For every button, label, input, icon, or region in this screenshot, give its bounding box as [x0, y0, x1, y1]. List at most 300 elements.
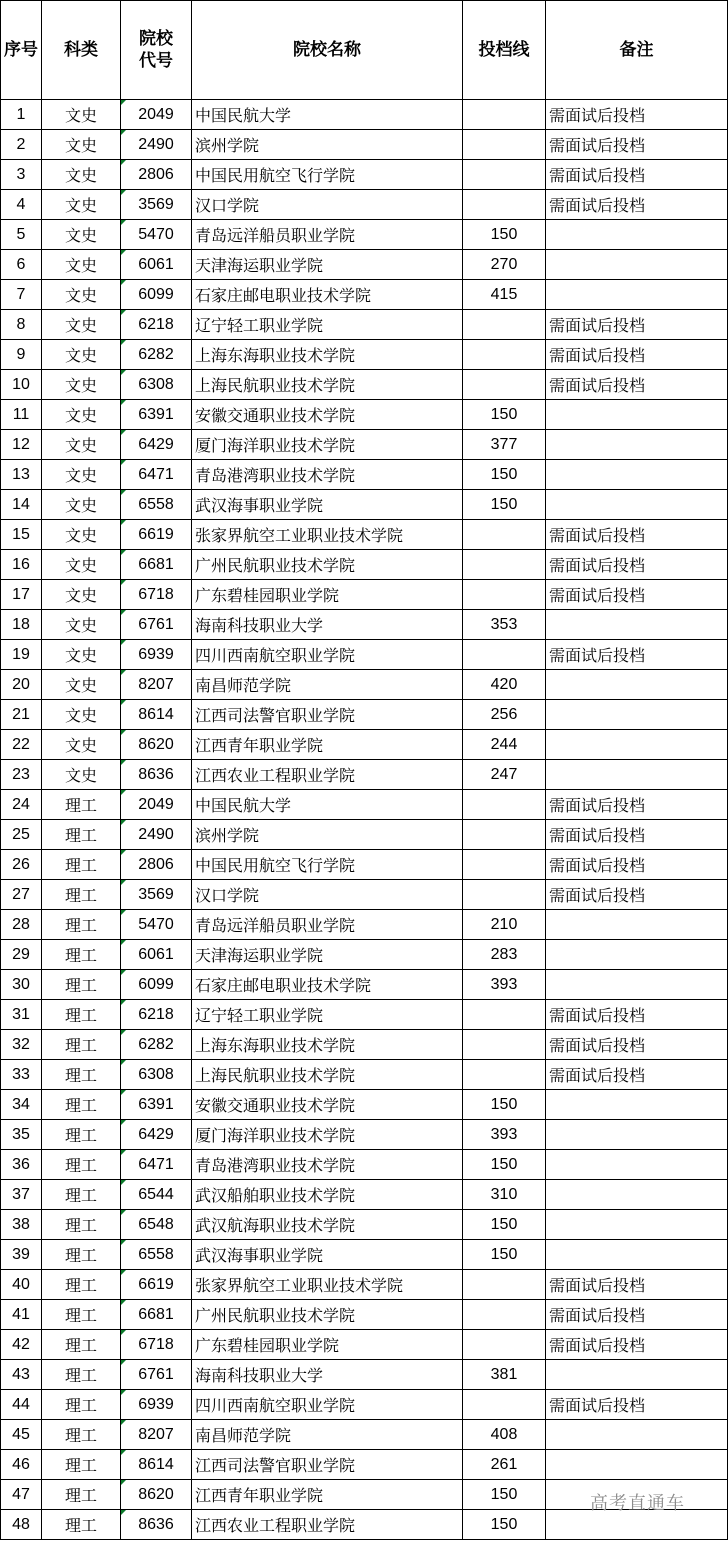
- watermark-text: 高考直通车: [590, 1493, 685, 1514]
- cell-code: 5470: [121, 910, 192, 940]
- table-row: [1, 1330, 728, 1360]
- cell-line: 150: [463, 1240, 546, 1270]
- cell-note: [546, 940, 728, 970]
- table-row: [1, 700, 728, 730]
- cell-seq: 20: [1, 670, 42, 700]
- cell-category: 文史: [42, 760, 121, 790]
- cell-note: [546, 970, 728, 1000]
- cell-category: 文史: [42, 100, 121, 130]
- cell-category: 理工: [42, 970, 121, 1000]
- cell-seq: 28: [1, 910, 42, 940]
- cell-note: [546, 490, 728, 520]
- header-note: 备注: [546, 1, 728, 100]
- cell-note: [546, 760, 728, 790]
- cell-category: 理工: [42, 1330, 121, 1360]
- cell-name: 中国民航大学: [192, 790, 463, 820]
- cell-line: 261: [463, 1450, 546, 1480]
- cell-line: [463, 370, 546, 400]
- cell-code: 6391: [121, 400, 192, 430]
- cell-note: 需面试后投档: [546, 790, 728, 820]
- cell-name: 张家界航空工业职业技术学院: [192, 1270, 463, 1300]
- cell-code: 6761: [121, 610, 192, 640]
- header-code: [121, 1, 192, 100]
- cell-name: 武汉船舶职业技术学院: [192, 1180, 463, 1210]
- table-row: [1, 550, 728, 580]
- cell-code: 6429: [121, 430, 192, 460]
- cell-note: [546, 910, 728, 940]
- cell-name: 广东碧桂园职业学院: [192, 580, 463, 610]
- cell-note: 需面试后投档: [546, 190, 728, 220]
- table-row: [1, 190, 728, 220]
- cell-category: 文史: [42, 220, 121, 250]
- table-row: [1, 220, 728, 250]
- cell-line: 377: [463, 430, 546, 460]
- cell-name: 南昌师范学院: [192, 670, 463, 700]
- cell-seq: 42: [1, 1330, 42, 1360]
- cell-category: 理工: [42, 1090, 121, 1120]
- cell-code: 6619: [121, 520, 192, 550]
- cell-note: [546, 460, 728, 490]
- cell-seq: 33: [1, 1060, 42, 1090]
- cell-note: 需面试后投档: [546, 880, 728, 910]
- cell-code: 6558: [121, 1240, 192, 1270]
- cell-category: 理工: [42, 1360, 121, 1390]
- cell-category: 理工: [42, 1210, 121, 1240]
- cell-note: [546, 1150, 728, 1180]
- cell-line: [463, 1030, 546, 1060]
- cell-note: 需面试后投档: [546, 580, 728, 610]
- cell-category: 理工: [42, 910, 121, 940]
- cell-category: 理工: [42, 1390, 121, 1420]
- cell-line: [463, 640, 546, 670]
- cell-category: 文史: [42, 340, 121, 370]
- cell-category: 文史: [42, 370, 121, 400]
- header-name: 院校名称: [192, 1, 463, 100]
- cell-seq: 12: [1, 430, 42, 460]
- cell-name: 天津海运职业学院: [192, 940, 463, 970]
- cell-seq: 41: [1, 1300, 42, 1330]
- cell-category: 文史: [42, 310, 121, 340]
- cell-seq: 43: [1, 1360, 42, 1390]
- cell-name: 青岛港湾职业技术学院: [192, 460, 463, 490]
- cell-note: 需面试后投档: [546, 100, 728, 130]
- cell-name: 青岛远洋船员职业学院: [192, 910, 463, 940]
- cell-code: 6099: [121, 280, 192, 310]
- cell-line: [463, 1330, 546, 1360]
- cell-seq: 29: [1, 940, 42, 970]
- cell-code: 6218: [121, 1000, 192, 1030]
- cell-line: 353: [463, 610, 546, 640]
- table-row: [1, 1270, 728, 1300]
- cell-note: 需面试后投档: [546, 1270, 728, 1300]
- cell-category: 文史: [42, 490, 121, 520]
- cell-code: 6939: [121, 640, 192, 670]
- cell-category: 文史: [42, 160, 121, 190]
- cell-name: 厦门海洋职业技术学院: [192, 430, 463, 460]
- cell-code: 6718: [121, 580, 192, 610]
- cell-category: 文史: [42, 460, 121, 490]
- cell-line: [463, 580, 546, 610]
- cell-note: 需面试后投档: [546, 310, 728, 340]
- cell-line: 283: [463, 940, 546, 970]
- cell-name: 四川西南航空职业学院: [192, 1390, 463, 1420]
- cell-line: [463, 310, 546, 340]
- cell-seq: 27: [1, 880, 42, 910]
- cell-note: 需面试后投档: [546, 640, 728, 670]
- cell-name: 青岛港湾职业技术学院: [192, 1150, 463, 1180]
- cell-name: 辽宁轻工职业学院: [192, 1000, 463, 1030]
- cell-seq: 10: [1, 370, 42, 400]
- cell-seq: 46: [1, 1450, 42, 1480]
- cell-seq: 34: [1, 1090, 42, 1120]
- cell-seq: 48: [1, 1510, 42, 1540]
- cell-category: 文史: [42, 190, 121, 220]
- cell-seq: 22: [1, 730, 42, 760]
- cell-category: 理工: [42, 1150, 121, 1180]
- table-row: [1, 880, 728, 910]
- cell-code: 6391: [121, 1090, 192, 1120]
- cell-code: 8207: [121, 670, 192, 700]
- cell-name: 四川西南航空职业学院: [192, 640, 463, 670]
- cell-category: 理工: [42, 1120, 121, 1150]
- cell-note: [546, 280, 728, 310]
- cell-category: 文史: [42, 640, 121, 670]
- cell-code: 6061: [121, 940, 192, 970]
- cell-category: 理工: [42, 790, 121, 820]
- table-row: [1, 310, 728, 340]
- table-row: [1, 1450, 728, 1480]
- cell-code: 2806: [121, 160, 192, 190]
- cell-seq: 17: [1, 580, 42, 610]
- cell-line: 270: [463, 250, 546, 280]
- cell-category: 理工: [42, 1480, 121, 1510]
- cell-name: 江西司法警官职业学院: [192, 1450, 463, 1480]
- cell-line: 420: [463, 670, 546, 700]
- cell-name: 上海东海职业技术学院: [192, 340, 463, 370]
- cell-note: [546, 250, 728, 280]
- table-row: [1, 1030, 728, 1060]
- table-row: [1, 1000, 728, 1030]
- cell-seq: 19: [1, 640, 42, 670]
- table-row: [1, 430, 728, 460]
- cell-category: 理工: [42, 1420, 121, 1450]
- cell-category: 文史: [42, 400, 121, 430]
- cell-code: 2049: [121, 100, 192, 130]
- cell-name: 广州民航职业技术学院: [192, 1300, 463, 1330]
- cell-category: 文史: [42, 130, 121, 160]
- cell-note: 需面试后投档: [546, 550, 728, 580]
- cell-note: [546, 1240, 728, 1270]
- cell-line: 381: [463, 1360, 546, 1390]
- cell-name: 辽宁轻工职业学院: [192, 310, 463, 340]
- cell-seq: 39: [1, 1240, 42, 1270]
- cell-note: 需面试后投档: [546, 130, 728, 160]
- cell-category: 理工: [42, 1450, 121, 1480]
- cell-category: 理工: [42, 1060, 121, 1090]
- table-row: [1, 1060, 728, 1090]
- cell-note: 需面试后投档: [546, 1000, 728, 1030]
- cell-seq: 47: [1, 1480, 42, 1510]
- cell-category: 文史: [42, 280, 121, 310]
- cell-category: 文史: [42, 520, 121, 550]
- table-body: [1, 100, 728, 1540]
- cell-name: 天津海运职业学院: [192, 250, 463, 280]
- cell-seq: 3: [1, 160, 42, 190]
- header-code-line2: 代号: [139, 51, 173, 71]
- cell-name: 广州民航职业技术学院: [192, 550, 463, 580]
- cell-seq: 7: [1, 280, 42, 310]
- cell-category: 文史: [42, 550, 121, 580]
- cell-seq: 35: [1, 1120, 42, 1150]
- cell-note: 需面试后投档: [546, 370, 728, 400]
- cell-category: 理工: [42, 1300, 121, 1330]
- cell-line: [463, 190, 546, 220]
- cell-code: 8207: [121, 1420, 192, 1450]
- cell-note: [546, 1090, 728, 1120]
- cell-seq: 24: [1, 790, 42, 820]
- table-row: [1, 910, 728, 940]
- cell-code: 6308: [121, 370, 192, 400]
- cell-code: 2490: [121, 820, 192, 850]
- cell-category: 理工: [42, 1270, 121, 1300]
- cell-category: 文史: [42, 250, 121, 280]
- cell-seq: 1: [1, 100, 42, 130]
- cell-note: 需面试后投档: [546, 1300, 728, 1330]
- cell-name: 石家庄邮电职业技术学院: [192, 280, 463, 310]
- cell-line: [463, 1000, 546, 1030]
- cell-seq: 44: [1, 1390, 42, 1420]
- cell-line: 408: [463, 1420, 546, 1450]
- table-row: [1, 820, 728, 850]
- table-row: [1, 760, 728, 790]
- cell-name: 滨州学院: [192, 130, 463, 160]
- header-line: 投档线: [463, 1, 546, 100]
- table-row: [1, 130, 728, 160]
- cell-code: 8620: [121, 730, 192, 760]
- cell-line: 393: [463, 1120, 546, 1150]
- cell-seq: 21: [1, 700, 42, 730]
- cell-seq: 16: [1, 550, 42, 580]
- table-row: [1, 340, 728, 370]
- cell-seq: 5: [1, 220, 42, 250]
- cell-seq: 8: [1, 310, 42, 340]
- cell-line: 150: [463, 1210, 546, 1240]
- header-seq: 序号: [1, 1, 42, 100]
- cell-line: 150: [463, 1150, 546, 1180]
- cell-seq: 23: [1, 760, 42, 790]
- cell-seq: 2: [1, 130, 42, 160]
- cell-line: 393: [463, 970, 546, 1000]
- cell-code: 6548: [121, 1210, 192, 1240]
- cell-category: 理工: [42, 850, 121, 880]
- cell-code: 8614: [121, 1450, 192, 1480]
- cell-code: 3569: [121, 190, 192, 220]
- cell-code: 6681: [121, 550, 192, 580]
- cell-note: [546, 1210, 728, 1240]
- cell-note: 需面试后投档: [546, 1030, 728, 1060]
- cell-category: 文史: [42, 580, 121, 610]
- cell-name: 江西青年职业学院: [192, 730, 463, 760]
- table-row: [1, 640, 728, 670]
- cell-line: 150: [463, 490, 546, 520]
- table-row: [1, 1150, 728, 1180]
- cell-code: 6429: [121, 1120, 192, 1150]
- table-row: [1, 520, 728, 550]
- cell-note: 需面试后投档: [546, 160, 728, 190]
- cell-code: 6218: [121, 310, 192, 340]
- cell-seq: 9: [1, 340, 42, 370]
- cell-note: [546, 1420, 728, 1450]
- cell-line: [463, 1060, 546, 1090]
- cell-seq: 32: [1, 1030, 42, 1060]
- cell-name: 江西农业工程职业学院: [192, 1510, 463, 1540]
- cell-name: 青岛远洋船员职业学院: [192, 220, 463, 250]
- cell-code: 6471: [121, 460, 192, 490]
- table-row: [1, 730, 728, 760]
- table-row: [1, 580, 728, 610]
- cell-name: 张家界航空工业职业技术学院: [192, 520, 463, 550]
- cell-category: 文史: [42, 610, 121, 640]
- cell-code: 8636: [121, 760, 192, 790]
- cell-note: [546, 400, 728, 430]
- table-row: [1, 670, 728, 700]
- cell-code: 6544: [121, 1180, 192, 1210]
- cell-seq: 14: [1, 490, 42, 520]
- cell-note: [546, 610, 728, 640]
- cell-note: [546, 1180, 728, 1210]
- cell-line: [463, 880, 546, 910]
- table-row: [1, 1360, 728, 1390]
- cell-category: 理工: [42, 1510, 121, 1540]
- cell-name: 武汉海事职业学院: [192, 490, 463, 520]
- cell-seq: 45: [1, 1420, 42, 1450]
- cell-note: 需面试后投档: [546, 1330, 728, 1360]
- cell-seq: 26: [1, 850, 42, 880]
- cell-code: 8614: [121, 700, 192, 730]
- cell-line: [463, 130, 546, 160]
- cell-line: [463, 340, 546, 370]
- cell-note: 需面试后投档: [546, 1060, 728, 1090]
- table-row: [1, 460, 728, 490]
- cell-line: 150: [463, 220, 546, 250]
- cell-line: [463, 850, 546, 880]
- cell-line: 247: [463, 760, 546, 790]
- cell-code: 6282: [121, 1030, 192, 1060]
- table-row: [1, 280, 728, 310]
- cell-name: 武汉航海职业技术学院: [192, 1210, 463, 1240]
- cell-line: [463, 550, 546, 580]
- cell-code: 6761: [121, 1360, 192, 1390]
- cell-seq: 25: [1, 820, 42, 850]
- cell-name: 江西农业工程职业学院: [192, 760, 463, 790]
- cell-category: 文史: [42, 700, 121, 730]
- table-row: [1, 1300, 728, 1330]
- cell-seq: 38: [1, 1210, 42, 1240]
- table-row: [1, 160, 728, 190]
- cell-category: 理工: [42, 820, 121, 850]
- cell-code: 6308: [121, 1060, 192, 1090]
- cell-line: 415: [463, 280, 546, 310]
- cell-name: 中国民航大学: [192, 100, 463, 130]
- table-row: [1, 970, 728, 1000]
- table-row: [1, 100, 728, 130]
- cell-note: 需面试后投档: [546, 1390, 728, 1420]
- cell-note: [546, 1450, 728, 1480]
- table-row: [1, 1120, 728, 1150]
- cell-line: [463, 520, 546, 550]
- cell-name: 江西司法警官职业学院: [192, 700, 463, 730]
- cell-name: 安徽交通职业技术学院: [192, 1090, 463, 1120]
- cell-name: 海南科技职业大学: [192, 610, 463, 640]
- cell-note: 需面试后投档: [546, 850, 728, 880]
- header-row: [1, 1, 728, 100]
- cell-line: [463, 1390, 546, 1420]
- cell-note: [546, 670, 728, 700]
- cell-seq: 18: [1, 610, 42, 640]
- table-row: [1, 490, 728, 520]
- cell-line: 244: [463, 730, 546, 760]
- cell-code: 8620: [121, 1480, 192, 1510]
- cell-code: 6471: [121, 1150, 192, 1180]
- cell-name: 石家庄邮电职业技术学院: [192, 970, 463, 1000]
- table-row: [1, 1420, 728, 1450]
- cell-line: [463, 820, 546, 850]
- table-row: [1, 1390, 728, 1420]
- cell-line: [463, 1300, 546, 1330]
- cell-code: 2490: [121, 130, 192, 160]
- cell-category: 文史: [42, 430, 121, 460]
- table-row: [1, 1180, 728, 1210]
- cell-name: 厦门海洋职业技术学院: [192, 1120, 463, 1150]
- cell-line: 310: [463, 1180, 546, 1210]
- cell-seq: 15: [1, 520, 42, 550]
- header-category: 科类: [42, 1, 121, 100]
- cell-name: 中国民用航空飞行学院: [192, 160, 463, 190]
- cell-line: 256: [463, 700, 546, 730]
- cell-note: 需面试后投档: [546, 340, 728, 370]
- cell-name: 汉口学院: [192, 190, 463, 220]
- cell-line: [463, 100, 546, 130]
- cell-category: 理工: [42, 1240, 121, 1270]
- cell-category: 理工: [42, 1180, 121, 1210]
- cell-seq: 31: [1, 1000, 42, 1030]
- cell-category: 文史: [42, 670, 121, 700]
- cell-name: 广东碧桂园职业学院: [192, 1330, 463, 1360]
- cell-line: [463, 160, 546, 190]
- cell-note: [546, 220, 728, 250]
- cell-code: 5470: [121, 220, 192, 250]
- cell-code: 6718: [121, 1330, 192, 1360]
- cell-category: 理工: [42, 1030, 121, 1060]
- cell-line: 150: [463, 1090, 546, 1120]
- cell-name: 海南科技职业大学: [192, 1360, 463, 1390]
- table-row: [1, 610, 728, 640]
- cell-code: 6939: [121, 1390, 192, 1420]
- cell-code: 6282: [121, 340, 192, 370]
- cell-code: 2049: [121, 790, 192, 820]
- cell-category: 理工: [42, 880, 121, 910]
- cell-category: 理工: [42, 1000, 121, 1030]
- table-row: [1, 250, 728, 280]
- cell-seq: 11: [1, 400, 42, 430]
- cell-line: 150: [463, 1480, 546, 1510]
- cell-name: 江西青年职业学院: [192, 1480, 463, 1510]
- cell-seq: 13: [1, 460, 42, 490]
- cell-code: 6061: [121, 250, 192, 280]
- cell-code: 2806: [121, 850, 192, 880]
- cell-line: 150: [463, 1510, 546, 1540]
- cell-name: 上海民航职业技术学院: [192, 1060, 463, 1090]
